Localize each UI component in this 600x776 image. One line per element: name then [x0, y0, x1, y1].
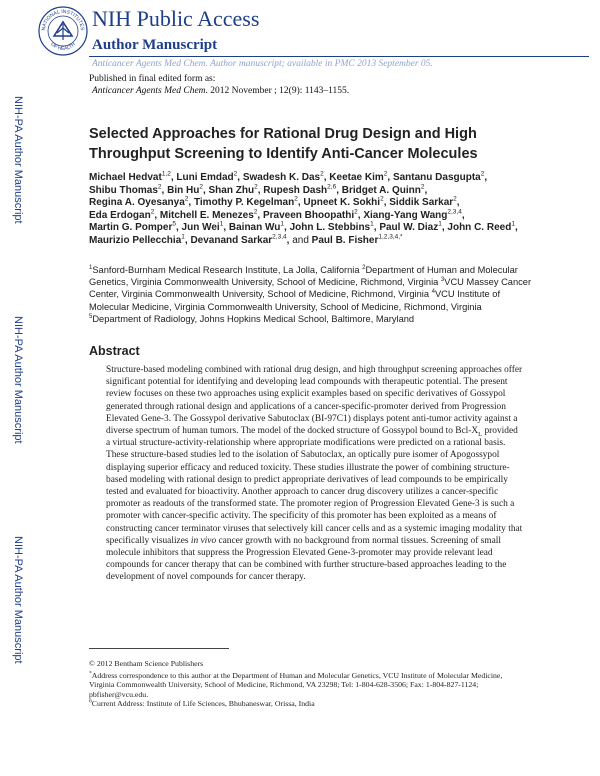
- author-name: Paul B. Fisher: [311, 234, 379, 246]
- author-name: Bin Hu: [167, 184, 200, 196]
- header-subtitle: Author Manuscript: [92, 37, 218, 53]
- affiliation-item: VCU Massey Cancer Center, Virginia Commonwealth University, School of Medicine, Richmond, Virginia: [89, 277, 532, 300]
- author-name: Shan Zhu: [208, 184, 255, 196]
- current-address-footnote: $^6$Current Address: Institute of Life Sciences, Bhubaneswar, Orissa, India: [89, 698, 315, 708]
- author-name: Keetae Kim: [329, 172, 384, 183]
- author-name: Bainan Wu: [228, 222, 281, 234]
- copyright-notice: © 2012 Bentham Science Publishers: [89, 659, 204, 668]
- author-name: Devanand Sarkar: [190, 234, 273, 246]
- correspondence-footnote: *Address correspondence to this author at the Department of Human and Molecular Genetics, VCU Institute of Molecular Medicine, Virginia Commonwealth University, School of Medicine, Richmond, VA 23298; Tel: 1-804-628-3506; Fax: 1-804-827-1124; pbfisher@vcu.edu.: [89, 670, 503, 699]
- author-name: John C. Reed: [447, 222, 512, 234]
- article-title: Selected Approaches for Rational Drug Design and High Throughput Screening to Identify Anti-Cancer Molecules: [89, 126, 478, 162]
- author-name: Martin G. Pomper: [89, 222, 173, 234]
- logo-text-bottom: OF HEALTH: [49, 41, 77, 53]
- author-name: Jun Wei: [181, 222, 220, 234]
- author-name: Eda Erdogan: [89, 209, 151, 221]
- author-name: Praveen Bhoopathi: [262, 209, 355, 221]
- author-list: Michael Hedvat$^{1,2}$, Luni Emdad$^2$, Swadesh K. Das$^2$, Keetae Kim$^2$, Santanu Dasgupta$^2$, Shibu Thomas$^2$, Bin Hu$^2$, Shan Zhu$^2$, Rupesh Dash$^{2,6}$, Bridget A. Quinn$^2$, Regina A. Oyesanya$^2$, Timothy P. Kegelman$^2$, Upneet K. Sokhi$^2$, Siddik Sarkar$^2$, Eda Erdogan$^2$, Mitchell E. Menezes$^2$, Praveen Bhoopathi$^2$, Xiang-Yang Wang$^{2,3,4}$, Martin G. Pomper$^5$, Jun Wei$^1$, Bainan Wu$^1$, John L. Stebbins$^1$, Paul W. Diaz$^1$, John C. Reed$^1$, Maurizio Pellecchia$^1$, Devanand Sarkar$^{2,3,4}$, and Paul B. Fisher$^{1,2,3,4,*}$: [89, 170, 518, 246]
- sidebar-label-3: NIH-PA Author Manuscript: [12, 536, 24, 664]
- author-name: Xiang-Yang Wang: [363, 209, 448, 221]
- affiliations: $^1$Sanford-Burnham Medical Research Institute, La Jolla, California $^2$Department of Human and Molecular Genetics, Virginia Commonwealth University, School of Medicine, Richmond, Virginia $^3$VCU Massey Cancer Center, Virginia Commonwealth University, School of Medicine, Richmond, Virginia $^4$VCU Institute of Molecular Medicine, Virginia Commonwealth University, School of Medicine, Richmond, Virginia $^5$Department of Radiology, Johns Hopkins Medical School, Baltimore, Maryland: [89, 264, 532, 324]
- author-name: Rupesh Dash: [263, 184, 328, 196]
- author-name: Shibu Thomas: [89, 184, 158, 196]
- author-name: Paul W. Diaz: [379, 222, 439, 234]
- published-label: Published in final edited form as:: [89, 74, 216, 84]
- nih-seal-logo: [38, 6, 88, 56]
- author-name: Bridget A. Quinn: [341, 184, 421, 196]
- affiliation-item: VCU Institute of Molecular Medicine, Virginia Commonwealth University, School of Medicine, Richmond, Virginia: [89, 289, 501, 312]
- logo-text-top: NATIONAL INSTITUTES: [40, 8, 86, 31]
- author-name: Upneet K. Sokhi: [303, 197, 381, 209]
- header-citation: Anticancer Agents Med Chem. Author manuscript; available in PMC 2013 September 05.: [92, 59, 433, 69]
- abstract-text: Structure-based modeling combined with rational drug design, and high throughput screening approaches offer significant potential for identifying and developing lead compounds with therapeutic potential. The present review focuses on these two approaches using explicit examples based on specific derivatives of Gossypol generated through rational design and applications of a cancer-specific-promoter derived from Progression Elevated Gene-3. The Gossypol derivative Sabutoclax (BI-97C1) displays potent anti-tumor activity against a diverse spectrum of human tumors. The model of the docked structure of Gossypol bound to Bcl-$X_L$ provided a virtual structure-activity-relationship where appropriate modifications were predicted on a rational basis. These structure-based studies led to the isolation of Sabutoclax, an optically pure isomer of Apogossypol displaying superior efficacy and reduced toxicity. These studies illustrate the power of combining structure-based modeling with rational design to predict appropriate derivatives of lead compounds to be empirically tested and evaluated for bioactivity. Another approach to cancer drug discovery utilizes a cancer-specific promoter as readouts of the transformed state. The promoter region of Progression Elevated Gene-3 is such a promoter with cancer-specific activity. The specificity of this promoter has been exploited as a means of constructing cancer terminator viruses that selectively kill cancer cells and as a systemic imaging modality that specifically visualizes in vivo cancer growth with no background from normal tissues. Screening of small molecule inhibitors that suppress the Progression Elevated Gene-3-promoter may provide relevant lead compounds for cancer therapy that can be combined with further structure-based approaches leading to the development of novel compounds for cancer therapy.: [106, 365, 523, 583]
- affiliation-item: Sanford-Burnham Medical Research Institute, La Jolla, California: [92, 265, 360, 275]
- header-title: NIH Public Access: [92, 6, 260, 31]
- author-name: Maurizio Pellecchia: [89, 234, 182, 246]
- author-name: Swadesh K. Das: [242, 172, 321, 183]
- author-name: Santanu Dasgupta: [392, 172, 481, 183]
- author-conjunction: and: [292, 234, 309, 246]
- author-name: John L. Stebbins: [289, 222, 371, 234]
- sidebar-label-1: NIH-PA Author Manuscript: [12, 96, 24, 224]
- journal-name: Anticancer Agents Med Chem: [92, 86, 206, 96]
- author-name: Michael Hedvat: [89, 172, 162, 183]
- author-name: Mitchell E. Menezes: [159, 209, 254, 221]
- author-name: Siddik Sarkar: [389, 197, 454, 209]
- author-name: Regina A. Oyesanya: [89, 197, 185, 209]
- author-name: Luni Emdad: [176, 172, 234, 183]
- publication-volume: . 2012 November ; 12(9): 1143–1155.: [205, 86, 350, 96]
- affiliation-item: Department of Radiology, Johns Hopkins Medical School, Baltimore, Maryland: [92, 313, 415, 324]
- footnote-divider: [89, 648, 229, 649]
- author-name: Timothy P. Kegelman: [193, 197, 295, 209]
- abstract-heading: Abstract: [89, 344, 140, 358]
- sidebar-label-2: NIH-PA Author Manuscript: [12, 316, 24, 444]
- affiliation-item: Department of Human and Molecular Genetics, Virginia Commonwealth University, School of Medicine, Richmond, Virginia: [89, 265, 518, 288]
- header-divider: [89, 56, 589, 57]
- publication-details: [92, 86, 349, 96]
